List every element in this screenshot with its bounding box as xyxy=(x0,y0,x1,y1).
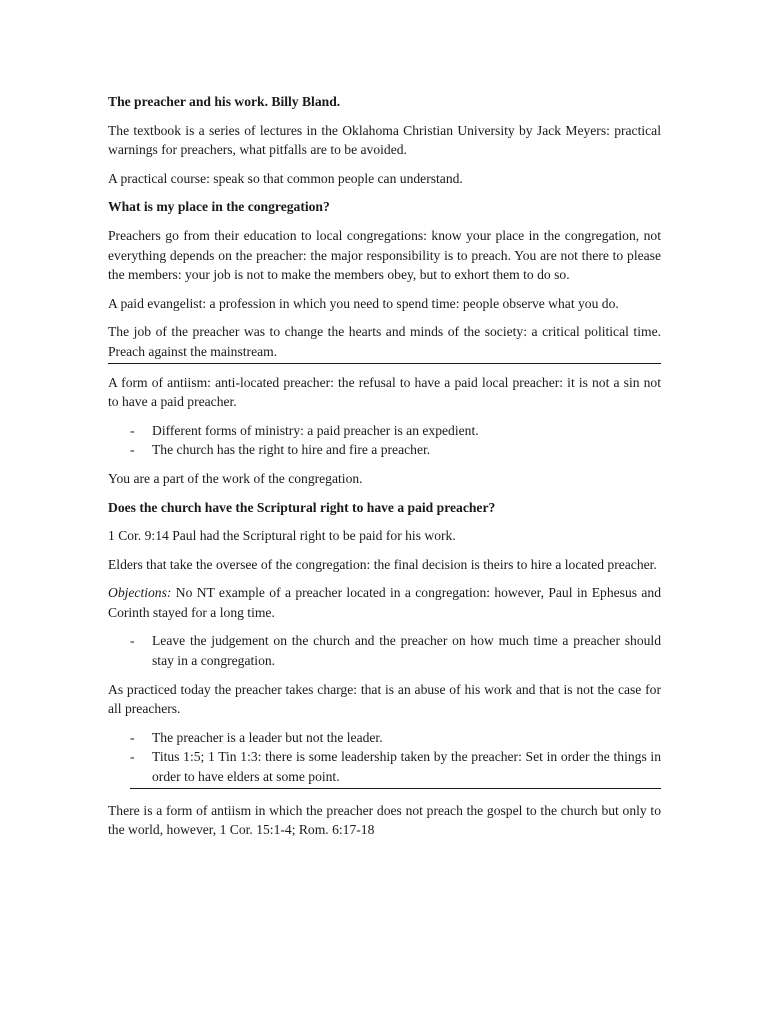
dash-bullet: - xyxy=(130,442,135,458)
world-paragraph: There is a form of antiism in which the preacher does not preach the gospel to the church but only to the world, however, 1 Cor. 15:1-4; Rom. 6:17-18 xyxy=(108,802,661,838)
document-title: The preacher and his work. Billy Bland. xyxy=(108,94,341,109)
section-heading-right: Does the church have the Scriptural right to have a paid preacher? xyxy=(108,499,496,515)
objections-paragraph xyxy=(108,583,661,622)
list-item-text: Leave the judgement on the church and the preacher on how much time a preacher should stay in a congregation. xyxy=(152,633,661,669)
list-item-text: The church has the right to hire and fire a preacher. xyxy=(152,442,431,458)
dash-bullet: - xyxy=(130,422,135,438)
objections-text: No NT example of a preacher located in a congregation: however, Paul in Ephesus and Corinth stayed for a long time. xyxy=(108,585,661,620)
dash-bullet: - xyxy=(130,749,135,765)
preachers-paragraph: Preachers go from their education to local congregations: know your place in the congregation, not everything depends on the preacher: the major responsibility is to preach. You are not there to please the members: your job is not to make the members obey, but to exhort them to do so. xyxy=(108,227,661,283)
antiism-paragraph: A form of antiism: anti-located preacher: the refusal to have a paid local preacher: it is not a sin not to have a paid preacher. xyxy=(108,374,661,410)
list-item xyxy=(130,728,661,748)
section-heading-place: What is my place in the congregation? xyxy=(108,199,330,215)
list-item xyxy=(130,747,661,786)
dash-bullet: - xyxy=(130,729,135,745)
paid-evangelist-paragraph: A paid evangelist: a profession in which you need to spend time: people observe what you do. xyxy=(108,295,619,311)
elders-paragraph: Elders that take the oversee of the congregation: the final decision is theirs to hire a located preacher. xyxy=(108,556,657,572)
dash-bullet: - xyxy=(130,633,135,649)
practiced-paragraph: As practiced today the preacher takes charge: that is an abuse of his work and that is not the case for all preachers. xyxy=(108,681,661,717)
ministry-list xyxy=(108,421,661,460)
part-paragraph: You are a part of the work of the congregation. xyxy=(108,470,363,486)
list-item xyxy=(108,421,661,441)
cor-paragraph: 1 Cor. 9:14 Paul had the Scriptural right to be paid for his work. xyxy=(108,528,456,544)
job-paragraph: The job of the preacher was to change the hearts and minds of the society: a critical political time. Preach against the mainstream. xyxy=(108,322,661,363)
leader-list xyxy=(130,728,661,787)
leader-list-block xyxy=(130,728,661,789)
list-item-text: Titus 1:5; 1 Tin 1:3: there is some leadership taken by the preacher: Set in order the things in order to have elders at some point. xyxy=(152,749,661,785)
course-paragraph: A practical course: speak so that common people can understand. xyxy=(108,170,463,186)
objections-label: Objections: xyxy=(108,585,172,601)
judgement-list xyxy=(108,631,661,670)
list-item-text: The preacher is a leader but not the leader. xyxy=(152,729,383,745)
intro-paragraph: The textbook is a series of lectures in the Oklahoma Christian University by Jack Meyers: practical warnings for preachers, what pitfalls are to be avoided. xyxy=(108,122,661,158)
list-item xyxy=(108,631,661,670)
document-page xyxy=(108,92,661,849)
list-item-text: Different forms of ministry: a paid preacher is an expedient. xyxy=(152,422,479,438)
list-item xyxy=(108,440,661,460)
